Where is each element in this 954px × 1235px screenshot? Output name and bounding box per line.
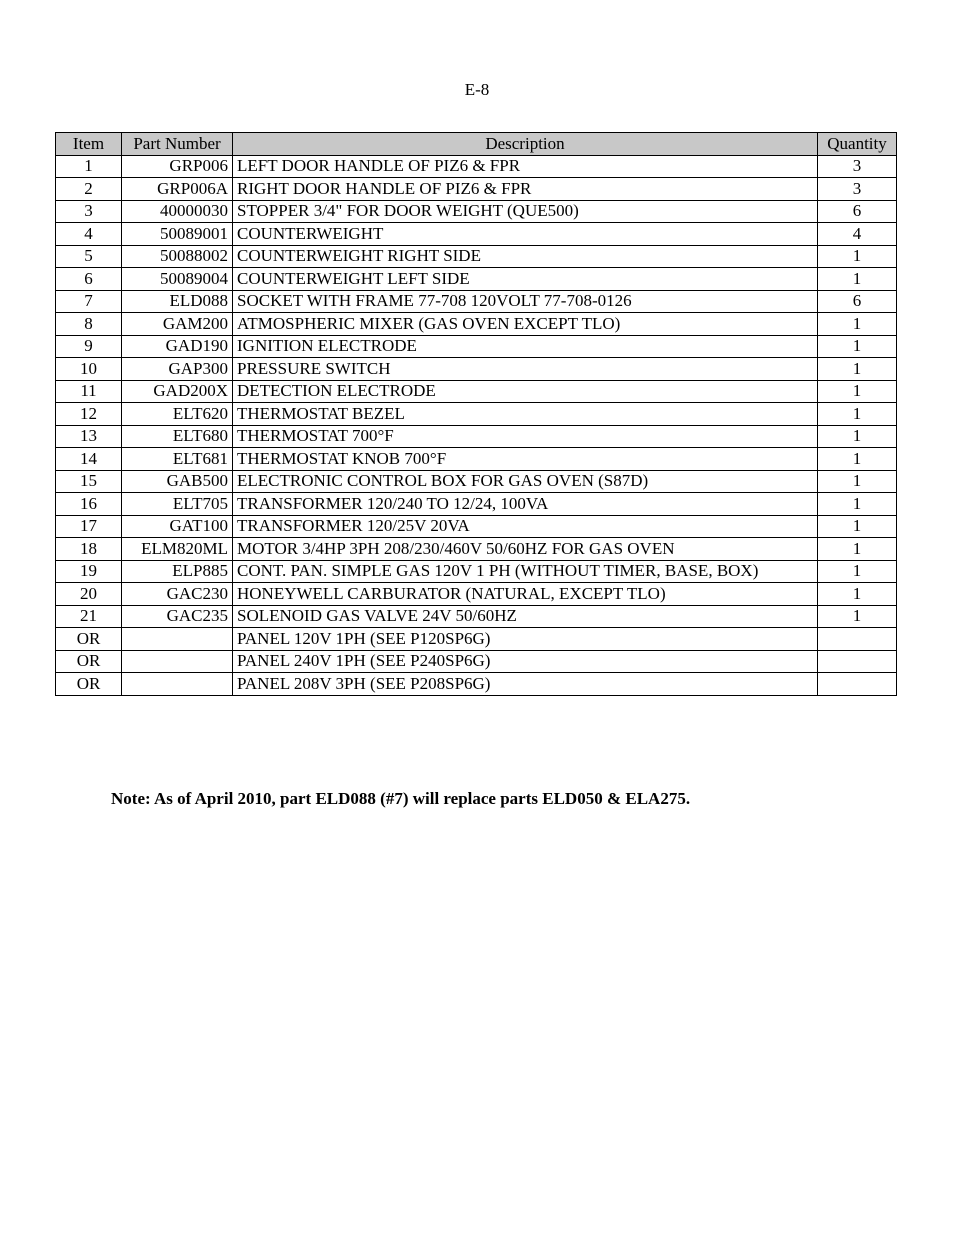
cell-quantity: 1 bbox=[818, 380, 897, 403]
table-row bbox=[56, 178, 897, 201]
cell-item: 15 bbox=[56, 470, 122, 493]
cell-quantity bbox=[818, 650, 897, 673]
cell-description: THERMOSTAT KNOB 700°F bbox=[233, 448, 818, 471]
cell-item: OR bbox=[56, 628, 122, 651]
cell-quantity: 1 bbox=[818, 425, 897, 448]
cell-part-number: GRP006 bbox=[122, 155, 233, 178]
table-row bbox=[56, 403, 897, 426]
cell-description: PANEL 208V 3PH (SEE P208SP6G) bbox=[233, 673, 818, 696]
cell-item: 5 bbox=[56, 245, 122, 268]
cell-quantity: 1 bbox=[818, 515, 897, 538]
cell-quantity: 1 bbox=[818, 313, 897, 336]
parts-table bbox=[55, 132, 897, 696]
table-row bbox=[56, 425, 897, 448]
cell-description: PRESSURE SWITCH bbox=[233, 358, 818, 381]
cell-description: SOCKET WITH FRAME 77-708 120VOLT 77-708-0126 bbox=[233, 290, 818, 313]
table-row bbox=[56, 605, 897, 628]
cell-quantity: 1 bbox=[818, 335, 897, 358]
cell-part-number: ELT620 bbox=[122, 403, 233, 426]
cell-part-number: 50089001 bbox=[122, 223, 233, 246]
cell-item: 9 bbox=[56, 335, 122, 358]
cell-part-number: GRP006A bbox=[122, 178, 233, 201]
cell-part-number: GAC235 bbox=[122, 605, 233, 628]
table-row bbox=[56, 493, 897, 516]
table-row bbox=[56, 628, 897, 651]
replacement-note: Note: As of April 2010, part ELD088 (#7) will replace parts ELD050 & ELA275. bbox=[111, 789, 691, 808]
cell-quantity: 1 bbox=[818, 583, 897, 606]
cell-quantity: 1 bbox=[818, 268, 897, 291]
cell-description: PANEL 120V 1PH (SEE P120SP6G) bbox=[233, 628, 818, 651]
cell-item: 6 bbox=[56, 268, 122, 291]
cell-item: 19 bbox=[56, 560, 122, 583]
cell-description: SOLENOID GAS VALVE 24V 50/60HZ bbox=[233, 605, 818, 628]
table-row bbox=[56, 583, 897, 606]
cell-item: 4 bbox=[56, 223, 122, 246]
cell-description: DETECTION ELECTRODE bbox=[233, 380, 818, 403]
cell-item: 18 bbox=[56, 538, 122, 561]
cell-quantity: 3 bbox=[818, 178, 897, 201]
cell-description: LEFT DOOR HANDLE OF PIZ6 & FPR bbox=[233, 155, 818, 178]
table-row bbox=[56, 313, 897, 336]
cell-part-number: ELT680 bbox=[122, 425, 233, 448]
header-part-number: Part Number bbox=[122, 133, 233, 156]
cell-item: 1 bbox=[56, 155, 122, 178]
cell-part-number: GAC230 bbox=[122, 583, 233, 606]
table-row bbox=[56, 245, 897, 268]
cell-item: OR bbox=[56, 673, 122, 696]
cell-part-number bbox=[122, 650, 233, 673]
cell-description: STOPPER 3/4" FOR DOOR WEIGHT (QUE500) bbox=[233, 200, 818, 223]
cell-part-number: GAT100 bbox=[122, 515, 233, 538]
cell-description: PANEL 240V 1PH (SEE P240SP6G) bbox=[233, 650, 818, 673]
cell-quantity: 1 bbox=[818, 448, 897, 471]
cell-part-number: 50088002 bbox=[122, 245, 233, 268]
cell-part-number: GAM200 bbox=[122, 313, 233, 336]
cell-part-number bbox=[122, 628, 233, 651]
table-row bbox=[56, 223, 897, 246]
cell-part-number: ELD088 bbox=[122, 290, 233, 313]
cell-quantity: 1 bbox=[818, 470, 897, 493]
cell-item: OR bbox=[56, 650, 122, 673]
header-row bbox=[56, 133, 897, 156]
table-row bbox=[56, 650, 897, 673]
cell-part-number: GAB500 bbox=[122, 470, 233, 493]
cell-description: IGNITION ELECTRODE bbox=[233, 335, 818, 358]
header-description: Description bbox=[233, 133, 818, 156]
cell-item: 12 bbox=[56, 403, 122, 426]
table-row bbox=[56, 290, 897, 313]
cell-item: 10 bbox=[56, 358, 122, 381]
cell-quantity: 6 bbox=[818, 290, 897, 313]
cell-description: ELECTRONIC CONTROL BOX FOR GAS OVEN (S87D) bbox=[233, 470, 818, 493]
cell-description: TRANSFORMER 120/25V 20VA bbox=[233, 515, 818, 538]
cell-description: THERMOSTAT BEZEL bbox=[233, 403, 818, 426]
cell-description: TRANSFORMER 120/240 TO 12/24, 100VA bbox=[233, 493, 818, 516]
table-row bbox=[56, 155, 897, 178]
cell-part-number bbox=[122, 673, 233, 696]
cell-quantity: 6 bbox=[818, 200, 897, 223]
cell-description: COUNTERWEIGHT LEFT SIDE bbox=[233, 268, 818, 291]
table-row bbox=[56, 560, 897, 583]
cell-part-number: ELT681 bbox=[122, 448, 233, 471]
cell-item: 14 bbox=[56, 448, 122, 471]
table-row bbox=[56, 470, 897, 493]
cell-quantity: 1 bbox=[818, 403, 897, 426]
cell-description: CONT. PAN. SIMPLE GAS 120V 1 PH (WITHOUT TIMER, BASE, BOX) bbox=[233, 560, 818, 583]
cell-item: 3 bbox=[56, 200, 122, 223]
cell-quantity: 1 bbox=[818, 245, 897, 268]
table-row bbox=[56, 380, 897, 403]
cell-part-number: GAD190 bbox=[122, 335, 233, 358]
cell-description: HONEYWELL CARBURATOR (NATURAL, EXCEPT TLO) bbox=[233, 583, 818, 606]
cell-item: 17 bbox=[56, 515, 122, 538]
cell-item: 8 bbox=[56, 313, 122, 336]
cell-item: 11 bbox=[56, 380, 122, 403]
cell-item: 2 bbox=[56, 178, 122, 201]
cell-quantity: 1 bbox=[818, 560, 897, 583]
cell-quantity: 1 bbox=[818, 605, 897, 628]
table-row bbox=[56, 538, 897, 561]
cell-part-number: GAD200X bbox=[122, 380, 233, 403]
parts-table-header bbox=[56, 133, 897, 156]
cell-item: 21 bbox=[56, 605, 122, 628]
cell-description: COUNTERWEIGHT bbox=[233, 223, 818, 246]
cell-description: THERMOSTAT 700°F bbox=[233, 425, 818, 448]
cell-quantity: 3 bbox=[818, 155, 897, 178]
table-row bbox=[56, 200, 897, 223]
cell-part-number: 40000030 bbox=[122, 200, 233, 223]
table-row bbox=[56, 335, 897, 358]
table-row bbox=[56, 358, 897, 381]
cell-quantity bbox=[818, 628, 897, 651]
cell-description: ATMOSPHERIC MIXER (GAS OVEN EXCEPT TLO) bbox=[233, 313, 818, 336]
cell-part-number: ELP885 bbox=[122, 560, 233, 583]
cell-part-number: GAP300 bbox=[122, 358, 233, 381]
table-row bbox=[56, 515, 897, 538]
cell-part-number: ELT705 bbox=[122, 493, 233, 516]
table-row bbox=[56, 448, 897, 471]
cell-part-number: ELM820ML bbox=[122, 538, 233, 561]
cell-quantity bbox=[818, 673, 897, 696]
header-quantity: Quantity bbox=[818, 133, 897, 156]
cell-item: 20 bbox=[56, 583, 122, 606]
cell-item: 7 bbox=[56, 290, 122, 313]
cell-description: MOTOR 3/4HP 3PH 208/230/460V 50/60HZ FOR GAS OVEN bbox=[233, 538, 818, 561]
cell-description: COUNTERWEIGHT RIGHT SIDE bbox=[233, 245, 818, 268]
cell-item: 16 bbox=[56, 493, 122, 516]
cell-quantity: 1 bbox=[818, 358, 897, 381]
cell-part-number: 50089004 bbox=[122, 268, 233, 291]
cell-quantity: 1 bbox=[818, 538, 897, 561]
cell-quantity: 1 bbox=[818, 493, 897, 516]
cell-quantity: 4 bbox=[818, 223, 897, 246]
table-row bbox=[56, 673, 897, 696]
header-item: Item bbox=[56, 133, 122, 156]
cell-description: RIGHT DOOR HANDLE OF PIZ6 & FPR bbox=[233, 178, 818, 201]
page-number: E-8 bbox=[464, 80, 490, 99]
table-row bbox=[56, 268, 897, 291]
parts-table-body bbox=[56, 155, 897, 695]
cell-item: 13 bbox=[56, 425, 122, 448]
